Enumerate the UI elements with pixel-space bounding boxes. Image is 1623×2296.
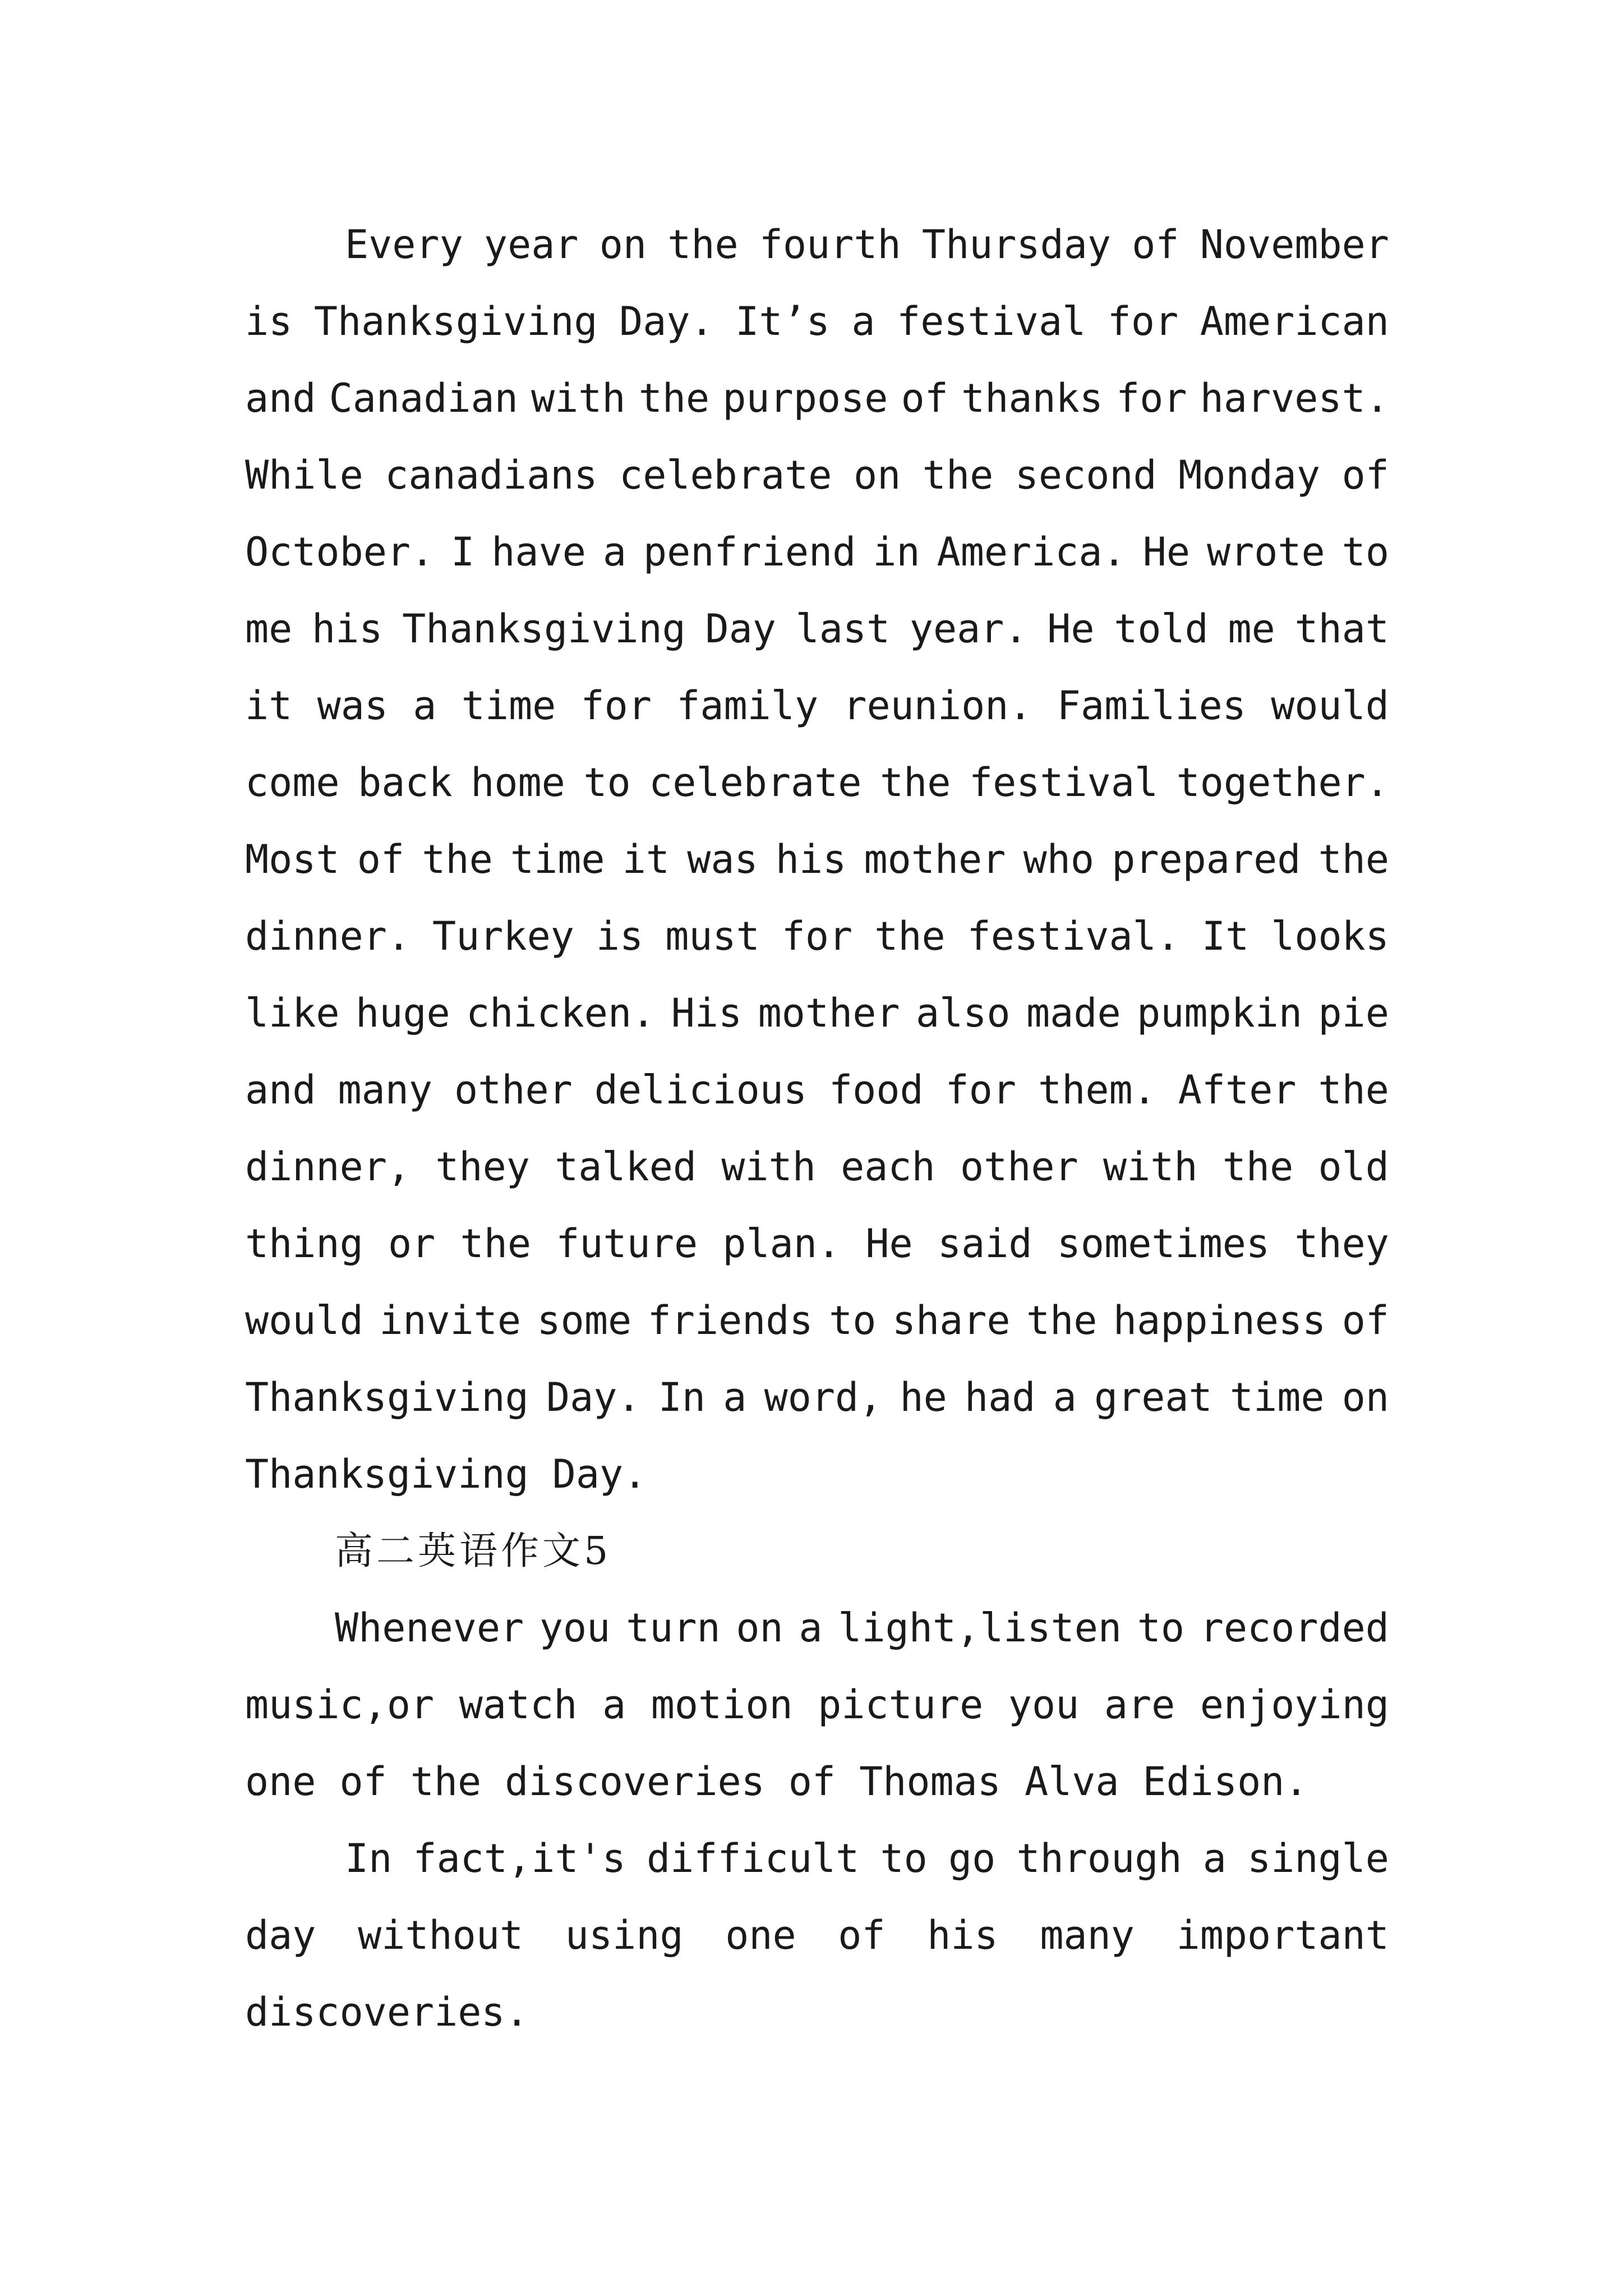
word: enjoying xyxy=(1200,1682,1389,1728)
word: many xyxy=(1040,1912,1135,1958)
word: pie xyxy=(1318,990,1389,1036)
word: to xyxy=(880,1835,928,1881)
word: Thanksgiving xyxy=(313,298,598,344)
word: me xyxy=(245,606,293,652)
word: old xyxy=(1318,1144,1389,1190)
word: Thanksgiving xyxy=(245,1374,529,1420)
word: day xyxy=(245,1912,316,1958)
word: Turkey xyxy=(432,913,574,959)
word: a xyxy=(1202,1835,1227,1881)
word: turn xyxy=(626,1605,721,1651)
word: October. xyxy=(245,529,435,575)
word: the xyxy=(874,913,946,959)
word: it xyxy=(245,683,293,729)
word: discoveries. xyxy=(245,1989,529,2035)
word: of xyxy=(339,1759,387,1805)
word: picture xyxy=(818,1682,984,1728)
word: other xyxy=(960,1144,1078,1190)
word: also xyxy=(915,990,1011,1036)
word: like xyxy=(245,990,340,1036)
word: some xyxy=(537,1297,632,1343)
text-line xyxy=(245,1820,1389,1897)
word: each xyxy=(841,1144,935,1190)
word: year. xyxy=(909,606,1028,652)
word: second xyxy=(1015,452,1157,498)
word: food xyxy=(829,1067,924,1113)
word: American xyxy=(1200,298,1389,344)
word: friends xyxy=(647,1297,813,1343)
text-line xyxy=(245,1436,1389,1513)
word: a xyxy=(851,298,875,344)
word: home xyxy=(471,760,565,806)
word: I xyxy=(451,529,475,575)
word: that xyxy=(1294,606,1389,652)
word: dinner. xyxy=(245,913,411,959)
word: future xyxy=(556,1221,698,1267)
word: Thursday xyxy=(921,222,1112,268)
text-line xyxy=(245,1052,1389,1129)
text-line xyxy=(245,1282,1389,1359)
word: together. xyxy=(1176,760,1389,806)
word: would xyxy=(1271,683,1389,729)
word: the xyxy=(460,1221,531,1267)
text-line xyxy=(245,1667,1389,1743)
word: the xyxy=(1318,1067,1389,1113)
text-line xyxy=(245,1205,1389,1282)
word: discoveries xyxy=(505,1759,765,1805)
word: Alva xyxy=(1024,1759,1119,1805)
word: he xyxy=(900,1374,947,1420)
word: watch xyxy=(459,1682,578,1728)
word: would xyxy=(245,1297,363,1343)
word: Day. xyxy=(546,1374,641,1420)
word: time xyxy=(510,836,605,882)
word: Whenever xyxy=(335,1605,524,1651)
word: to xyxy=(1341,529,1389,575)
text-line xyxy=(245,206,1389,283)
word: time xyxy=(461,683,556,729)
word: He xyxy=(865,1221,913,1267)
word: fact,it's xyxy=(413,1835,626,1881)
word: a xyxy=(602,1682,626,1728)
word: go xyxy=(948,1835,996,1881)
word: a xyxy=(413,683,437,729)
word: made xyxy=(1026,990,1121,1036)
word: you xyxy=(1008,1682,1080,1728)
word: one xyxy=(725,1912,796,1958)
word: After xyxy=(1178,1067,1297,1113)
word: thing xyxy=(245,1221,363,1267)
word: on xyxy=(853,452,901,498)
word: looks xyxy=(1271,913,1389,959)
text-line xyxy=(245,1359,1389,1436)
text-line xyxy=(245,514,1389,591)
word: you xyxy=(539,1605,611,1651)
word: harvest. xyxy=(1200,375,1389,421)
text-line xyxy=(245,283,1389,360)
word: was xyxy=(317,683,388,729)
word: delicious xyxy=(594,1067,808,1113)
word: Monday xyxy=(1178,452,1321,498)
word: plan. xyxy=(722,1221,841,1267)
paragraph-edison-intro xyxy=(245,1590,1389,1820)
section-heading: 高二英语作文5 xyxy=(335,1529,612,1573)
word: Day. xyxy=(552,1451,647,1497)
word: and xyxy=(245,375,316,421)
word: Every xyxy=(345,222,463,268)
word: for xyxy=(781,913,853,959)
word: are xyxy=(1104,1682,1175,1728)
word: have xyxy=(491,529,586,575)
word: the xyxy=(1222,1144,1294,1190)
word: While xyxy=(245,452,363,498)
word: with xyxy=(531,375,626,421)
word: Thanksgiving xyxy=(245,1451,529,1497)
word: family xyxy=(676,683,819,729)
word: chicken. xyxy=(466,990,656,1036)
word: America. xyxy=(937,529,1126,575)
word: invite xyxy=(379,1297,522,1343)
word: difficult xyxy=(647,1835,860,1881)
word: pumpkin xyxy=(1137,990,1303,1036)
word: without xyxy=(358,1912,524,1958)
word: sometimes xyxy=(1057,1221,1270,1267)
word: mother xyxy=(864,836,1006,882)
paragraph-thanksgiving xyxy=(245,206,1389,1513)
word: is xyxy=(596,913,644,959)
word: great xyxy=(1094,1374,1212,1420)
word: with xyxy=(1103,1144,1198,1190)
word: on xyxy=(736,1605,783,1651)
word: thanks xyxy=(961,375,1103,421)
word: celebrate xyxy=(619,452,832,498)
text-line xyxy=(245,1897,1389,1974)
word: and xyxy=(245,1067,316,1113)
word: on xyxy=(1341,1374,1389,1420)
word: festival xyxy=(969,760,1159,806)
word: of xyxy=(901,375,948,421)
word: of xyxy=(1341,452,1389,498)
word: of xyxy=(1132,222,1179,268)
word: November xyxy=(1200,222,1389,268)
word: through xyxy=(1016,1835,1182,1881)
word: is xyxy=(245,298,293,344)
word: of xyxy=(357,836,405,882)
word: the xyxy=(922,452,994,498)
text-line xyxy=(245,1590,1389,1667)
word: or xyxy=(388,1221,436,1267)
text-line xyxy=(245,360,1389,437)
word: for xyxy=(1107,298,1179,344)
text-line xyxy=(245,1974,1389,2051)
word: canadians xyxy=(385,452,598,498)
word: last xyxy=(795,606,891,652)
word: the xyxy=(410,1759,482,1805)
word: for xyxy=(580,683,652,729)
word: it xyxy=(622,836,670,882)
word: to xyxy=(583,760,631,806)
word: mother xyxy=(758,990,900,1036)
word: with xyxy=(721,1144,816,1190)
word: time xyxy=(1229,1374,1325,1420)
word: other xyxy=(454,1067,573,1113)
word: told xyxy=(1114,606,1209,652)
word: Day. xyxy=(619,298,714,344)
word: It xyxy=(1201,913,1249,959)
word: important xyxy=(1176,1912,1389,1958)
word: was xyxy=(687,836,758,882)
word: talked xyxy=(555,1144,697,1190)
text-line xyxy=(245,437,1389,514)
word: the xyxy=(422,836,493,882)
word: It’s xyxy=(735,298,830,344)
word: his xyxy=(775,836,847,882)
word: Thomas xyxy=(859,1759,1001,1805)
word: a xyxy=(799,1605,823,1651)
word: a xyxy=(1053,1374,1077,1420)
word: on xyxy=(599,222,647,268)
word: celebrate xyxy=(649,760,862,806)
word: they xyxy=(1294,1221,1389,1267)
word: year xyxy=(483,222,579,268)
text-line xyxy=(245,898,1389,975)
word: using xyxy=(565,1912,684,1958)
word: his xyxy=(311,606,383,652)
word: of xyxy=(1341,1297,1389,1343)
word: Thanksgiving xyxy=(402,606,686,652)
word: of xyxy=(838,1912,886,1958)
word: come xyxy=(245,760,340,806)
text-line xyxy=(245,975,1389,1052)
word: must xyxy=(665,913,760,959)
word: me xyxy=(1228,606,1275,652)
word: for xyxy=(945,1067,1017,1113)
word: huge xyxy=(356,990,450,1036)
word: reunion. xyxy=(843,683,1032,729)
word: for xyxy=(1116,375,1187,421)
word: the xyxy=(667,222,739,268)
word: single xyxy=(1247,1835,1389,1881)
word: recorded xyxy=(1200,1605,1389,1651)
text-line xyxy=(245,668,1389,744)
word: happiness xyxy=(1113,1297,1326,1343)
word: in xyxy=(873,529,920,575)
word: them. xyxy=(1038,1067,1156,1113)
word: Edison. xyxy=(1142,1759,1308,1805)
word: dinner, xyxy=(245,1144,411,1190)
word: back xyxy=(358,760,453,806)
word: Day xyxy=(705,606,776,652)
word: a xyxy=(602,529,626,575)
word: share xyxy=(892,1297,1011,1343)
word: In xyxy=(345,1835,393,1881)
word: his xyxy=(927,1912,998,1958)
text-line xyxy=(245,821,1389,898)
word: festival. xyxy=(967,913,1180,959)
word: fourth xyxy=(759,222,901,268)
word: of xyxy=(788,1759,836,1805)
word: the xyxy=(879,760,951,806)
text-line xyxy=(245,1129,1389,1205)
word: to xyxy=(829,1297,877,1343)
word: to xyxy=(1137,1605,1185,1651)
word: motion xyxy=(651,1682,793,1728)
word: the xyxy=(1318,836,1389,882)
word: had xyxy=(965,1374,1036,1420)
word: said xyxy=(937,1221,1032,1267)
text-line xyxy=(245,1743,1389,1820)
word: wrote xyxy=(1206,529,1325,575)
word: He xyxy=(1142,529,1190,575)
word: His xyxy=(671,990,743,1036)
text-line xyxy=(245,744,1389,821)
word: they xyxy=(435,1144,530,1190)
word: penfriend xyxy=(643,529,856,575)
word: many xyxy=(338,1067,433,1113)
word: He xyxy=(1047,606,1095,652)
word: festival xyxy=(897,298,1086,344)
word: the xyxy=(638,375,710,421)
word: the xyxy=(1026,1297,1098,1343)
word: purpose xyxy=(722,375,888,421)
word: a xyxy=(723,1374,747,1420)
word: In xyxy=(658,1374,706,1420)
text-line xyxy=(245,591,1389,668)
word: light,listen xyxy=(838,1605,1122,1651)
word: Families xyxy=(1057,683,1246,729)
paragraph-edison-fact xyxy=(245,1820,1389,2051)
word: word, xyxy=(764,1374,883,1420)
word: Most xyxy=(245,836,340,882)
word: prepared xyxy=(1112,836,1301,882)
word: Canadian xyxy=(329,375,518,421)
word: one xyxy=(245,1759,316,1805)
word: music,or xyxy=(245,1682,435,1728)
document-body xyxy=(245,206,1389,2051)
word: who xyxy=(1023,836,1094,882)
